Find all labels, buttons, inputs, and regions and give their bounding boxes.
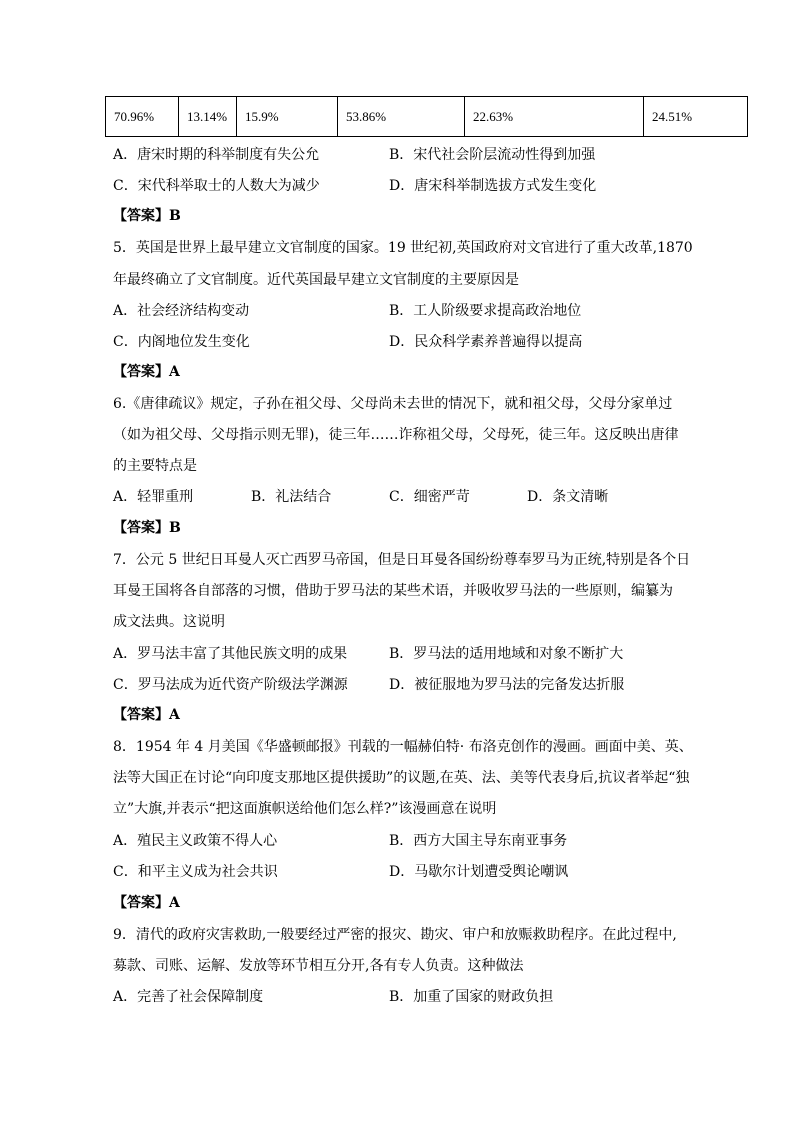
q8-stem-line: 立”大旗,并表示“把这面旗帜送给他们怎么样?”该漫画意在说明 (113, 801, 497, 817)
q8-option-d: D．马歇尔计划遭受舆论嘲讽 (389, 864, 569, 880)
q9-option-a: A．完善了社会保障制度 (113, 989, 264, 1005)
q6-option-b: B．礼法结合 (251, 489, 332, 505)
q5-stem-line: 年最终确立了文官制度。近代英国最早建立文官制度的主要原因是 (113, 272, 519, 288)
q7-option-c: C．罗马法成为近代资产阶级法学渊源 (113, 677, 348, 693)
q7-option-a: A．罗马法丰富了其他民族文明的成果 (113, 646, 348, 662)
q6-answer: 【答案】B (113, 520, 181, 536)
q9-option-b: B．加重了国家的财政负担 (389, 989, 554, 1005)
table-cell: 24.51% (644, 97, 748, 137)
q5-answer: 【答案】A (113, 364, 180, 380)
q8-option-a: A．殖民主义政策不得人心 (113, 833, 278, 849)
q6-stem-line: 6.《唐律疏议》规定，子孙在祖父母、父母尚未去世的情况下，就和祖父母，父母分家单过 (113, 396, 673, 412)
q6-option-d: D．条文清晰 (527, 489, 609, 505)
q5-option-a: A．社会经济结构变动 (113, 303, 250, 319)
q7-option-d: D．被征服地为罗马法的完备发达折服 (389, 677, 625, 693)
q5-stem-line: 5．英国是世界上最早建立文官制度的国家。19 世纪初,英国政府对文官进行了重大改革,1870 (113, 240, 693, 256)
q4-option-d: D．唐宋科举制选拔方式发生变化 (389, 178, 597, 194)
table-cell: 53.86% (338, 97, 465, 137)
q8-option-b: B．西方大国主导东南亚事务 (389, 833, 568, 849)
q4-option-c: C．宋代科举取士的人数大为减少 (113, 178, 320, 194)
table-cell: 22.63% (465, 97, 644, 137)
q4-answer: 【答案】B (113, 208, 181, 224)
q8-stem-line: 法等大国正在讨论“向印度支那地区提供援助”的议题,在英、法、美等代表身后,抗议者举起“独 (113, 770, 690, 786)
q7-answer: 【答案】A (113, 707, 180, 723)
table-cell: 13.14% (179, 97, 237, 137)
q7-stem-line: 耳曼王国将各自部落的习惯，借助于罗马法的某些术语，并吸收罗马法的一些原则，编纂为 (113, 583, 673, 599)
q8-option-c: C．和平主义成为社会共识 (113, 864, 278, 880)
q9-stem-line: 募款、司账、运解、发放等环节相互分开,各有专人负责。这种做法 (113, 958, 524, 974)
q5-option-d: D．民众科学素养普遍得以提高 (389, 334, 583, 350)
q5-option-b: B．工人阶级要求提高政治地位 (389, 303, 582, 319)
table-row (106, 97, 748, 137)
table-cell: 70.96% (106, 97, 179, 137)
q5-option-c: C．内阁地位发生变化 (113, 334, 250, 350)
table-cell: 15.9% (237, 97, 338, 137)
q7-option-b: B．罗马法的适用地域和对象不断扩大 (389, 646, 624, 662)
q4-option-b: B．宋代社会阶层流动性得到加强 (389, 147, 596, 163)
q7-stem-line: 成文法典。这说明 (113, 614, 225, 630)
q6-stem-line: 的主要特点是 (113, 458, 197, 474)
q9-stem-line: 9．清代的政府灾害救助,一般要经过严密的报灾、勘灾、审户和放赈救助程序。在此过程中, (113, 927, 677, 943)
q6-stem-line: （如为祖父母、父母指示则无罪)，徒三年……诈称祖父母，父母死，徒三年。这反映出唐律 (113, 427, 679, 443)
q8-stem-line: 8．1954 年 4 月美国《华盛顿邮报》刊载的一幅赫伯特· 布洛克创作的漫画。画面中美、英、 (113, 739, 693, 755)
q6-option-c: C．细密严苛 (389, 489, 470, 505)
q7-stem-line: 7．公元 5 世纪日耳曼人灭亡西罗马帝国，但是日耳曼各国纷纷尊奉罗马为正统,特别是各个日 (113, 552, 691, 568)
data-table (105, 96, 748, 137)
q8-answer: 【答案】A (113, 895, 180, 911)
q6-option-a: A．轻罪重刑 (113, 489, 194, 505)
q4-option-a: A．唐宋时期的科举制度有失公允 (113, 147, 320, 163)
